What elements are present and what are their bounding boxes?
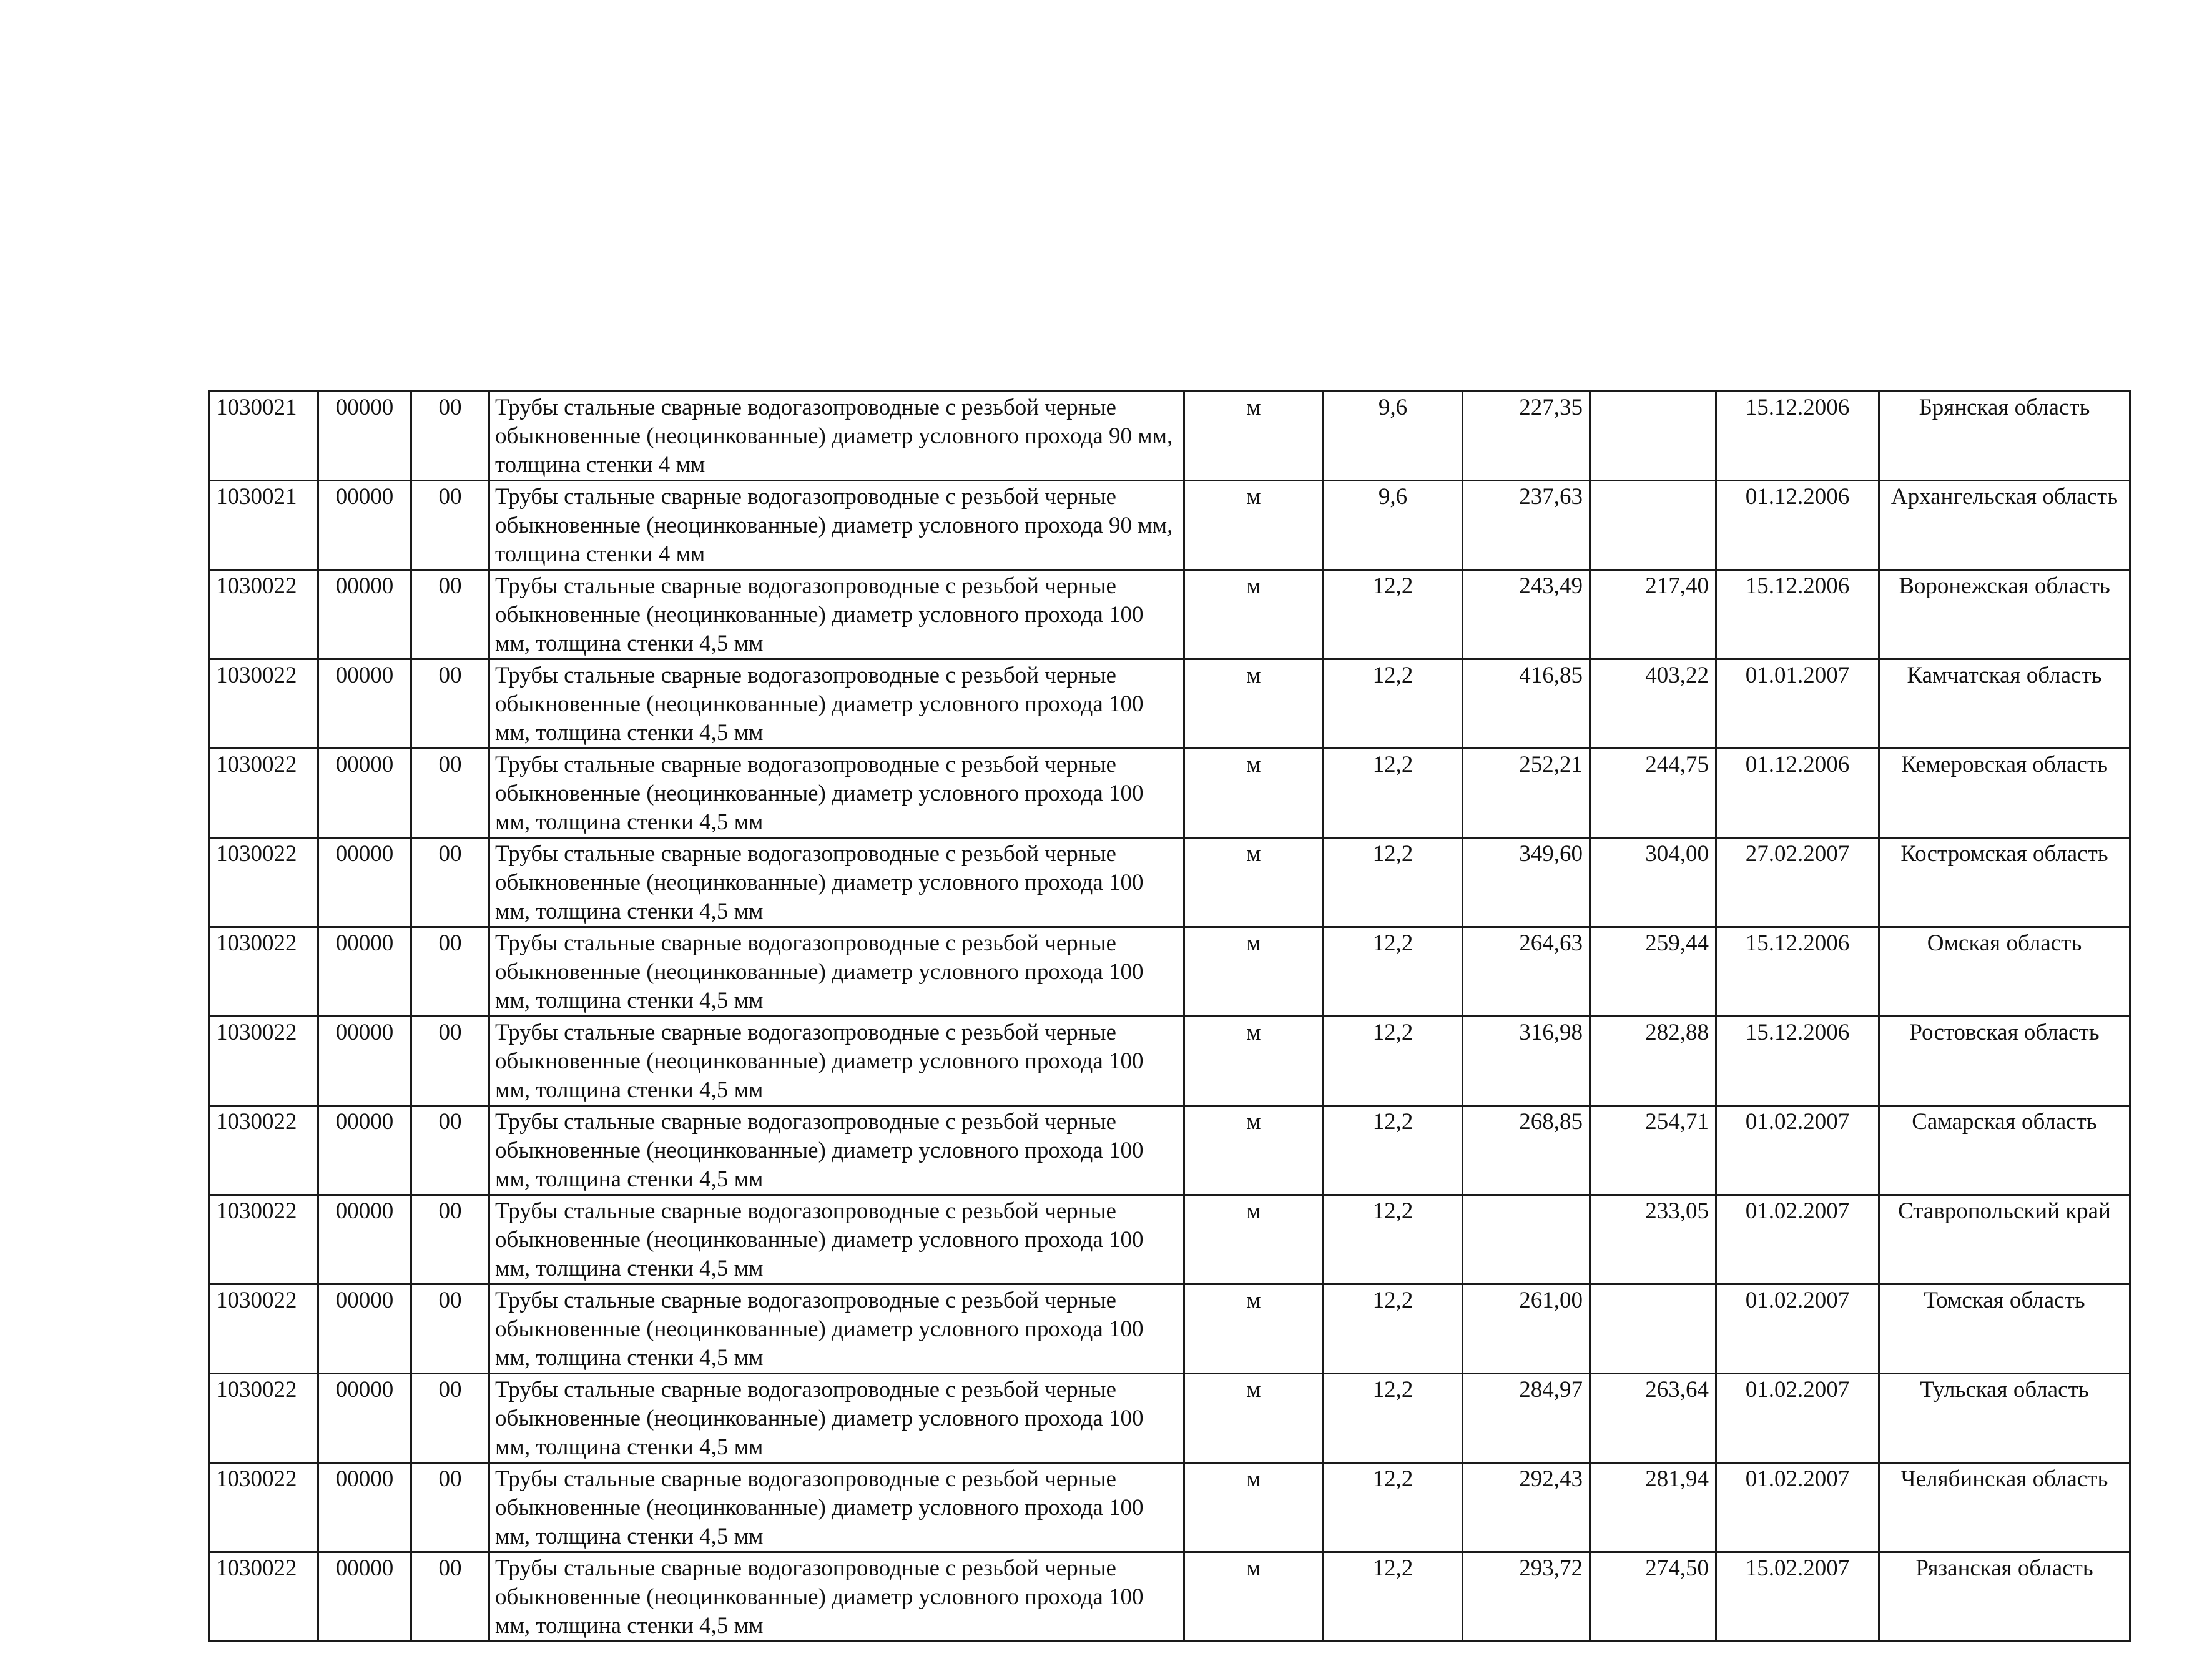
weight-cell: 12,2	[1324, 1552, 1463, 1642]
date-cell: 15.02.2007	[1716, 1552, 1879, 1642]
region-cell: Костромская область	[1879, 838, 2130, 927]
price-cell-1: 264,63	[1463, 927, 1590, 1017]
price-cell-2	[1590, 392, 1716, 481]
unit-cell: м	[1184, 1017, 1324, 1106]
price-cell-1: 243,49	[1463, 570, 1590, 659]
sub-code-cell: 00000	[318, 927, 411, 1017]
suffix-code-cell: 00	[411, 1552, 489, 1642]
item-code-cell: 1030022	[209, 1195, 318, 1284]
unit-cell: м	[1184, 392, 1324, 481]
item-code-cell: 1030022	[209, 927, 318, 1017]
sub-code-cell: 00000	[318, 838, 411, 927]
price-cell-1: 261,00	[1463, 1284, 1590, 1374]
item-code-cell: 1030022	[209, 1552, 318, 1642]
item-code-cell: 1030022	[209, 1106, 318, 1195]
item-code-cell: 1030022	[209, 749, 318, 838]
description-cell: Трубы стальные сварные водогазопроводные с резьбой черные обыкновенные (неоцинкованные) диаметр условного прохода 100 мм, толщина стенки 4,5 мм	[489, 838, 1184, 927]
unit-cell: м	[1184, 659, 1324, 749]
item-code-cell: 1030022	[209, 1374, 318, 1463]
price-cell-2: 403,22	[1590, 659, 1716, 749]
date-cell: 01.02.2007	[1716, 1106, 1879, 1195]
weight-cell: 12,2	[1324, 659, 1463, 749]
price-cell-1: 292,43	[1463, 1463, 1590, 1552]
price-cell-1: 268,85	[1463, 1106, 1590, 1195]
description-cell: Трубы стальные сварные водогазопроводные с резьбой черные обыкновенные (неоцинкованные) диаметр условного прохода 90 мм, толщина стенки 4 мм	[489, 392, 1184, 481]
unit-cell: м	[1184, 481, 1324, 570]
weight-cell: 12,2	[1324, 570, 1463, 659]
sub-code-cell: 00000	[318, 1552, 411, 1642]
suffix-code-cell: 00	[411, 1463, 489, 1552]
sub-code-cell: 00000	[318, 1374, 411, 1463]
region-cell: Омская область	[1879, 927, 2130, 1017]
description-cell: Трубы стальные сварные водогазопроводные с резьбой черные обыкновенные (неоцинкованные) диаметр условного прохода 100 мм, толщина стенки 4,5 мм	[489, 1106, 1184, 1195]
item-code-cell: 1030022	[209, 570, 318, 659]
unit-cell: м	[1184, 749, 1324, 838]
price-cell-1: 349,60	[1463, 838, 1590, 927]
sub-code-cell: 00000	[318, 749, 411, 838]
region-cell: Рязанская область	[1879, 1552, 2130, 1642]
price-cell-1: 237,63	[1463, 481, 1590, 570]
unit-cell: м	[1184, 927, 1324, 1017]
date-cell: 27.02.2007	[1716, 838, 1879, 927]
sub-code-cell: 00000	[318, 659, 411, 749]
sub-code-cell: 00000	[318, 1463, 411, 1552]
price-cell-2: 233,05	[1590, 1195, 1716, 1284]
suffix-code-cell: 00	[411, 1195, 489, 1284]
sub-code-cell: 00000	[318, 1106, 411, 1195]
item-code-cell: 1030021	[209, 392, 318, 481]
table-row	[209, 1374, 2130, 1463]
date-cell: 15.12.2006	[1716, 392, 1879, 481]
unit-cell: м	[1184, 1106, 1324, 1195]
price-cell-1: 284,97	[1463, 1374, 1590, 1463]
date-cell: 15.12.2006	[1716, 927, 1879, 1017]
item-code-cell: 1030021	[209, 481, 318, 570]
table-row	[209, 1106, 2130, 1195]
unit-cell: м	[1184, 1552, 1324, 1642]
region-cell: Брянская область	[1879, 392, 2130, 481]
suffix-code-cell: 00	[411, 659, 489, 749]
weight-cell: 12,2	[1324, 1374, 1463, 1463]
table-row	[209, 927, 2130, 1017]
region-cell: Воронежская область	[1879, 570, 2130, 659]
price-cell-2: 282,88	[1590, 1017, 1716, 1106]
sub-code-cell: 00000	[318, 1284, 411, 1374]
description-cell: Трубы стальные сварные водогазопроводные с резьбой черные обыкновенные (неоцинкованные) диаметр условного прохода 100 мм, толщина стенки 4,5 мм	[489, 1463, 1184, 1552]
date-cell: 01.02.2007	[1716, 1374, 1879, 1463]
table-row	[209, 1552, 2130, 1642]
description-cell: Трубы стальные сварные водогазопроводные с резьбой черные обыкновенные (неоцинкованные) диаметр условного прохода 100 мм, толщина стенки 4,5 мм	[489, 659, 1184, 749]
region-cell: Тульская область	[1879, 1374, 2130, 1463]
price-cell-1: 252,21	[1463, 749, 1590, 838]
region-cell: Челябинская область	[1879, 1463, 2130, 1552]
suffix-code-cell: 00	[411, 838, 489, 927]
description-cell: Трубы стальные сварные водогазопроводные с резьбой черные обыкновенные (неоцинкованные) диаметр условного прохода 100 мм, толщина стенки 4,5 мм	[489, 1195, 1184, 1284]
table-row	[209, 481, 2130, 570]
weight-cell: 12,2	[1324, 1017, 1463, 1106]
date-cell: 15.12.2006	[1716, 570, 1879, 659]
region-cell: Томская область	[1879, 1284, 2130, 1374]
region-cell: Самарская область	[1879, 1106, 2130, 1195]
sub-code-cell: 00000	[318, 570, 411, 659]
weight-cell: 9,6	[1324, 481, 1463, 570]
price-cell-2: 217,40	[1590, 570, 1716, 659]
table-row	[209, 1195, 2130, 1284]
description-cell: Трубы стальные сварные водогазопроводные с резьбой черные обыкновенные (неоцинкованные) диаметр условного прохода 100 мм, толщина стенки 4,5 мм	[489, 749, 1184, 838]
sub-code-cell: 00000	[318, 1017, 411, 1106]
table-row	[209, 570, 2130, 659]
region-cell: Кемеровская область	[1879, 749, 2130, 838]
price-cell-1: 293,72	[1463, 1552, 1590, 1642]
table-row	[209, 1463, 2130, 1552]
price-cell-2: 254,71	[1590, 1106, 1716, 1195]
unit-cell: м	[1184, 570, 1324, 659]
unit-cell: м	[1184, 1374, 1324, 1463]
table-row	[209, 392, 2130, 481]
description-cell: Трубы стальные сварные водогазопроводные с резьбой черные обыкновенные (неоцинкованные) диаметр условного прохода 100 мм, толщина стенки 4,5 мм	[489, 1017, 1184, 1106]
sub-code-cell: 00000	[318, 481, 411, 570]
item-code-cell: 1030022	[209, 1284, 318, 1374]
suffix-code-cell: 00	[411, 1284, 489, 1374]
price-cell-2	[1590, 481, 1716, 570]
table-row	[209, 1284, 2130, 1374]
table-body	[209, 392, 2130, 1642]
suffix-code-cell: 00	[411, 1106, 489, 1195]
description-cell: Трубы стальные сварные водогазопроводные с резьбой черные обыкновенные (неоцинкованные) диаметр условного прохода 100 мм, толщина стенки 4,5 мм	[489, 927, 1184, 1017]
price-cell-2: 259,44	[1590, 927, 1716, 1017]
price-cell-2: 304,00	[1590, 838, 1716, 927]
description-cell: Трубы стальные сварные водогазопроводные с резьбой черные обыкновенные (неоцинкованные) диаметр условного прохода 100 мм, толщина стенки 4,5 мм	[489, 1552, 1184, 1642]
item-code-cell: 1030022	[209, 659, 318, 749]
price-cell-2: 263,64	[1590, 1374, 1716, 1463]
region-cell: Ростовская область	[1879, 1017, 2130, 1106]
unit-cell: м	[1184, 1195, 1324, 1284]
price-table	[208, 390, 2131, 1642]
date-cell: 01.01.2007	[1716, 659, 1879, 749]
weight-cell: 12,2	[1324, 927, 1463, 1017]
date-cell: 15.12.2006	[1716, 1017, 1879, 1106]
region-cell: Ставропольский край	[1879, 1195, 2130, 1284]
price-cell-1: 416,85	[1463, 659, 1590, 749]
weight-cell: 9,6	[1324, 392, 1463, 481]
suffix-code-cell: 00	[411, 1374, 489, 1463]
item-code-cell: 1030022	[209, 838, 318, 927]
suffix-code-cell: 00	[411, 927, 489, 1017]
description-cell: Трубы стальные сварные водогазопроводные с резьбой черные обыкновенные (неоцинкованные) диаметр условного прохода 90 мм, толщина стенки 4 мм	[489, 481, 1184, 570]
date-cell: 01.02.2007	[1716, 1284, 1879, 1374]
date-cell: 01.02.2007	[1716, 1463, 1879, 1552]
price-cell-1	[1463, 1195, 1590, 1284]
price-cell-2: 274,50	[1590, 1552, 1716, 1642]
unit-cell: м	[1184, 1284, 1324, 1374]
weight-cell: 12,2	[1324, 838, 1463, 927]
date-cell: 01.02.2007	[1716, 1195, 1879, 1284]
price-cell-1: 316,98	[1463, 1017, 1590, 1106]
description-cell: Трубы стальные сварные водогазопроводные с резьбой черные обыкновенные (неоцинкованные) диаметр условного прохода 100 мм, толщина стенки 4,5 мм	[489, 570, 1184, 659]
suffix-code-cell: 00	[411, 481, 489, 570]
suffix-code-cell: 00	[411, 1017, 489, 1106]
unit-cell: м	[1184, 838, 1324, 927]
suffix-code-cell: 00	[411, 392, 489, 481]
sub-code-cell: 00000	[318, 1195, 411, 1284]
unit-cell: м	[1184, 1463, 1324, 1552]
description-cell: Трубы стальные сварные водогазопроводные с резьбой черные обыкновенные (неоцинкованные) диаметр условного прохода 100 мм, толщина стенки 4,5 мм	[489, 1284, 1184, 1374]
suffix-code-cell: 00	[411, 570, 489, 659]
item-code-cell: 1030022	[209, 1017, 318, 1106]
weight-cell: 12,2	[1324, 1195, 1463, 1284]
price-cell-2	[1590, 1284, 1716, 1374]
price-cell-2: 244,75	[1590, 749, 1716, 838]
description-cell: Трубы стальные сварные водогазопроводные с резьбой черные обыкновенные (неоцинкованные) диаметр условного прохода 100 мм, толщина стенки 4,5 мм	[489, 1374, 1184, 1463]
weight-cell: 12,2	[1324, 749, 1463, 838]
table-row	[209, 749, 2130, 838]
table-row	[209, 838, 2130, 927]
suffix-code-cell: 00	[411, 749, 489, 838]
table-row	[209, 659, 2130, 749]
sub-code-cell: 00000	[318, 392, 411, 481]
weight-cell: 12,2	[1324, 1106, 1463, 1195]
item-code-cell: 1030022	[209, 1463, 318, 1552]
region-cell: Архангельская область	[1879, 481, 2130, 570]
date-cell: 01.12.2006	[1716, 481, 1879, 570]
weight-cell: 12,2	[1324, 1463, 1463, 1552]
table-row	[209, 1017, 2130, 1106]
price-cell-1: 227,35	[1463, 392, 1590, 481]
price-cell-2: 281,94	[1590, 1463, 1716, 1552]
date-cell: 01.12.2006	[1716, 749, 1879, 838]
region-cell: Камчатская область	[1879, 659, 2130, 749]
weight-cell: 12,2	[1324, 1284, 1463, 1374]
